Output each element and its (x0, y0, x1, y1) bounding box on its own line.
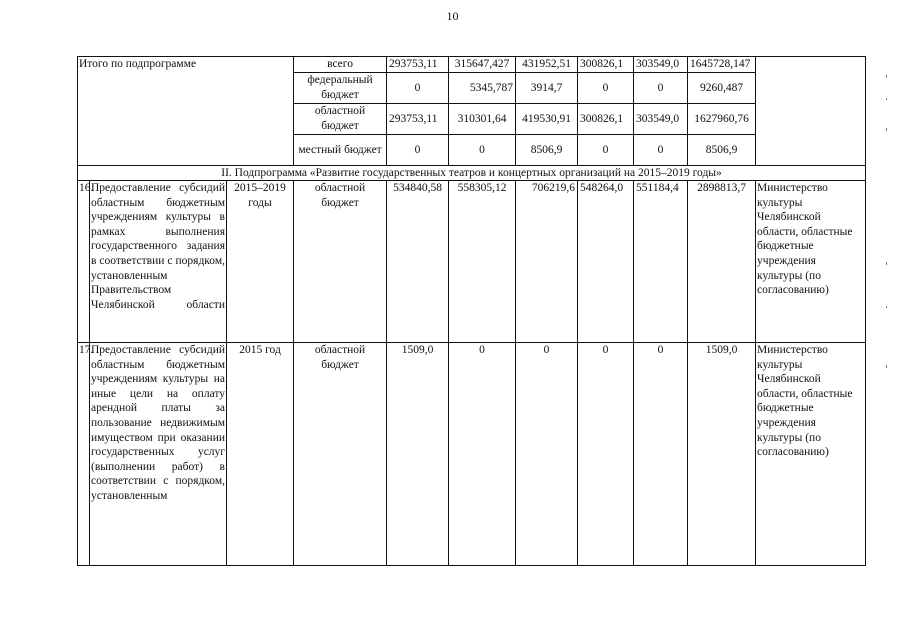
summary-value: 0 (578, 73, 634, 104)
page-number: 10 (446, 9, 459, 23)
row-value: 0 (516, 343, 578, 566)
section-heading: II. Подпрограмма «Развитие государственных театров и концертных организаций на 2015–2019 годы» (221, 167, 722, 179)
row-value: 558305,12 (449, 181, 516, 343)
summary-value: 300826,1 (578, 104, 634, 135)
summary-value: 431952,51 (516, 57, 578, 73)
row-value: 706219,6 (516, 181, 578, 343)
scan-mark (886, 128, 887, 131)
summary-source: всего (294, 57, 387, 73)
summary-value: 0 (578, 135, 634, 166)
summary-value: 0 (634, 135, 688, 166)
scan-mark (886, 262, 887, 265)
summary-value: 0 (387, 135, 449, 166)
summary-value: 300826,1 (578, 57, 634, 73)
section-heading-row (78, 166, 866, 181)
row-period: 2015 год (227, 343, 294, 566)
table-row (78, 181, 866, 343)
summary-value: 310301,64 (449, 104, 516, 135)
summary-source: областной бюджет (294, 104, 387, 135)
summary-value: 1645728,147 (688, 57, 756, 73)
row-description: Предоставление субсидий областным бюджетным учреждениям культуры в рамках выполнения государственного задания в соответствии с порядком, установленным Правительством Челябинской области (90, 181, 227, 343)
summary-value: 0 (634, 73, 688, 104)
summary-source: федеральный бюджет (294, 73, 387, 104)
row-number: 17. (78, 343, 90, 566)
summary-value: 303549,0 (634, 104, 688, 135)
summary-row-total (78, 57, 866, 73)
summary-value: 293753,11 (387, 104, 449, 135)
summary-value: 419530,91 (516, 104, 578, 135)
scan-mark (886, 365, 887, 368)
summary-value: 8506,9 (688, 135, 756, 166)
summary-value: 5345,787 (449, 73, 516, 104)
row-number: 16. (78, 181, 90, 343)
row-value: 2898813,7 (688, 181, 756, 343)
summary-executor-cell (756, 57, 866, 166)
row-executor: Министерство культуры Челябинской области, областные бюджетные учреждения культуры (по согласованию) (756, 181, 866, 343)
summary-value: 293753,11 (387, 57, 449, 73)
summary-source: местный бюджет (294, 135, 387, 166)
summary-value: 303549,0 (634, 57, 688, 73)
budget-table (77, 56, 866, 566)
summary-value: 0 (449, 135, 516, 166)
row-value: 0 (449, 343, 516, 566)
summary-label: Итого по подпрограмме (78, 57, 294, 166)
row-source: областной бюджет (294, 343, 387, 566)
row-description: Предоставление субсидий областным бюджетным учреждениям культуры на иные цели на оплату арендной платы за пользование недвижимым имуществом при оказании государственных услуг (выполнении работ) в соответствии с порядком, установленным (90, 343, 227, 566)
row-source: областной бюджет (294, 181, 387, 343)
row-value: 548264,0 (578, 181, 634, 343)
row-executor: Министерство культуры Челябинской области, областные бюджетные учреждения культуры (по согласованию) (756, 343, 866, 566)
row-value: 534840,58 (387, 181, 449, 343)
scan-mark (886, 306, 887, 308)
row-period: 2015–2019 годы (227, 181, 294, 343)
row-value: 1509,0 (688, 343, 756, 566)
scan-mark (886, 75, 887, 78)
summary-value: 315647,427 (449, 57, 516, 73)
summary-value: 1627960,76 (688, 104, 756, 135)
table-row (78, 343, 866, 566)
row-value: 0 (578, 343, 634, 566)
summary-value: 9260,487 (688, 73, 756, 104)
row-value: 551184,4 (634, 181, 688, 343)
row-value: 1509,0 (387, 343, 449, 566)
row-value: 0 (634, 343, 688, 566)
summary-value: 0 (387, 73, 449, 104)
scan-mark (886, 98, 887, 100)
summary-value: 3914,7 (516, 73, 578, 104)
summary-value: 8506,9 (516, 135, 578, 166)
